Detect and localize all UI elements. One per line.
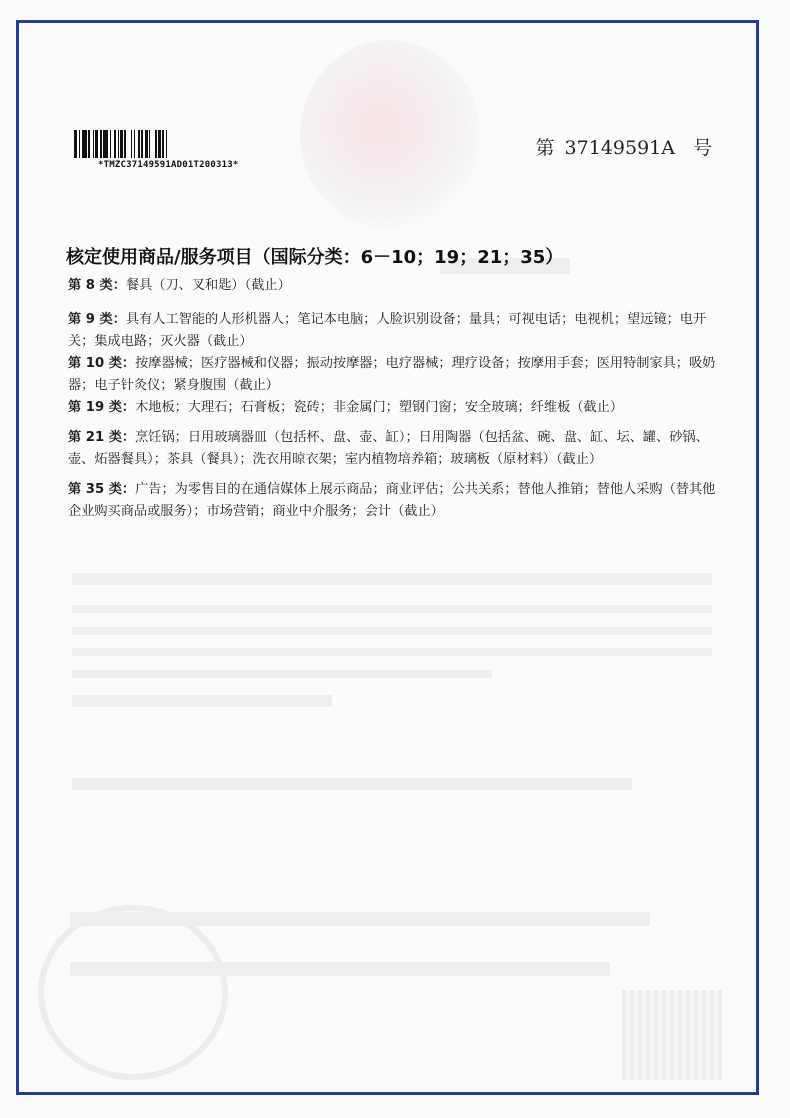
class-label: 第 8 类： [68, 278, 126, 293]
class-item [68, 479, 723, 523]
class-text: 木地板；大理石；石膏板；瓷砖；非金属门；塑钢门窗；安全玻璃；纤维板（截止） [135, 400, 624, 415]
class-label: 第 19 类： [68, 400, 136, 415]
class-text: 具有人工智能的人形机器人；笔记本电脑；人脸识别设备；量具；可视电话；电视机；望远镜；电开关；集成电路；灭火器（截止） [68, 312, 707, 349]
class-list [68, 275, 723, 523]
barcode-text: *TMZC37149591AD01T200313* [98, 160, 239, 170]
class-item [68, 397, 723, 419]
registration-prefix: 第 [535, 137, 555, 159]
registration-suffix: 号 [692, 137, 712, 159]
watermark-emblem [300, 40, 480, 230]
class-item [68, 353, 723, 397]
class-label: 第 9 类： [68, 312, 126, 327]
watermark-line [72, 573, 712, 585]
class-text: 烹饪锅；日用玻璃器皿（包括杯、盘、壶、缸）；日用陶器（包括盆、碗、盘、缸、坛、罐、砂锅、壶、炻器餐具）；茶具（餐具）；洗衣用晾衣架；室内植物培养箱；玻璃板（原材料）（截止） [68, 430, 709, 467]
class-item [68, 275, 723, 297]
watermark-line [70, 912, 650, 926]
class-label: 第 10 类： [68, 356, 136, 371]
barcode [74, 130, 270, 158]
registration-number [536, 133, 712, 160]
class-item [68, 427, 723, 471]
class-text: 广告；为零售目的在通信媒体上展示商品；商业评估；公共关系；替他人推销；替他人采购（替其他企业购买商品或服务）；市场营销；商业中介服务；会计（截止） [68, 482, 716, 519]
class-label: 第 21 类： [68, 430, 136, 445]
class-text: 按摩器械；医疗器械和仪器；振动按摩器；电疗器械；理疗设备；按摩用手套；医用特制家具；吸奶器；电子针灸仪；紧身腹围（截止） [68, 356, 716, 393]
class-text: 餐具（刀、叉和匙）（截止） [125, 278, 291, 293]
class-item [68, 309, 723, 353]
goods-services-title: 核定使用商品/服务项目（国际分类：6－10；19；21；35） [66, 247, 564, 268]
watermark-seal [38, 905, 228, 1080]
barcode-bar [167, 130, 170, 158]
class-label: 第 35 类： [68, 482, 136, 497]
watermark-line [72, 627, 712, 635]
watermark-qr [622, 990, 722, 1080]
watermark-line [72, 695, 332, 707]
watermark-line [70, 962, 610, 976]
watermark-line [72, 778, 632, 790]
watermark-line [72, 648, 712, 656]
watermark-line [72, 670, 492, 678]
watermark-line [72, 605, 712, 613]
registration-number-value: 37149591A [564, 137, 675, 159]
